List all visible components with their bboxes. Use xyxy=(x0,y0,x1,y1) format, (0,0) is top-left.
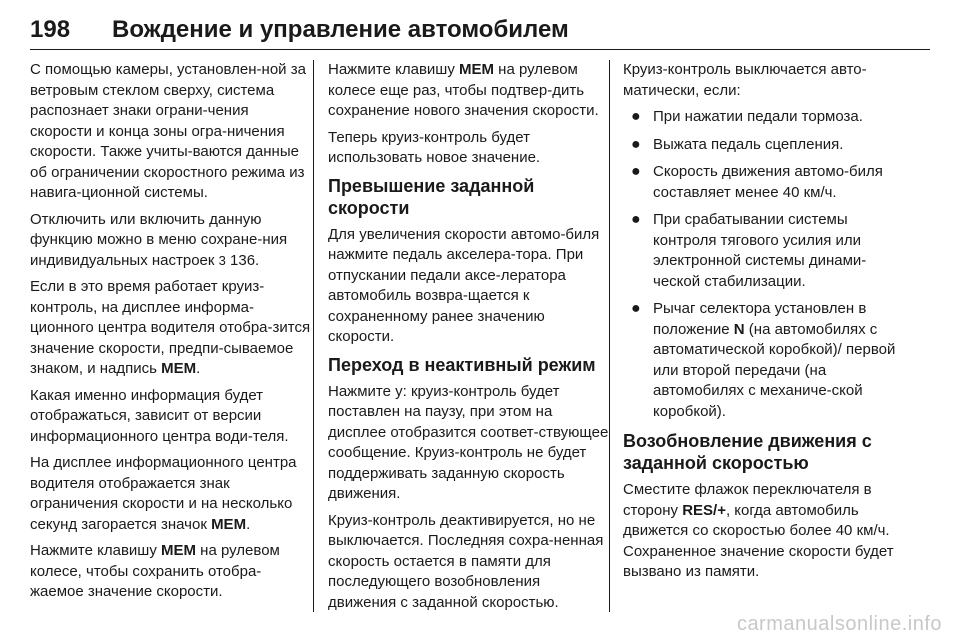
paragraph: Отключить или включить данную функцию можно в меню сохране-ния индивидуальных настроек 3 136. xyxy=(30,210,288,269)
page-title: Вождение и управление автомобилем xyxy=(112,16,569,43)
mem-label: MEM xyxy=(211,515,247,533)
bullet-icon: ● xyxy=(631,135,641,153)
paragraph: Теперь круиз-контроль будет использовать новое значение. xyxy=(328,128,541,166)
bullet-icon: ● xyxy=(631,211,641,228)
watermark: carmanualsonline.info xyxy=(736,613,942,635)
paragraph: Круиз-контроль деактивируется, но не выключается. Последняя сохра-ненная скорость остается в памяти для последующего возобновления движения с заданной скоростью. xyxy=(328,511,604,611)
column-divider xyxy=(313,60,314,612)
paragraph: Нажмите y: круиз-контроль будет поставлен на паузу, при этом на дисплее отобразится соответ-ствующее сообщение. Круиз-контроль не будет поддерживать заданную скорость движения. xyxy=(328,382,609,502)
column-divider xyxy=(609,60,610,612)
page-ref[interactable]: 136. xyxy=(225,251,260,269)
column-3 xyxy=(623,60,913,589)
paragraph: Нажмите клавишу MEM на рулевом колесе еще раз, чтобы подтвер-дить сохранение нового значения скорости. xyxy=(328,61,599,119)
list-item: ● При нажатии педали тормоза. xyxy=(623,107,913,128)
res-label: RES/+ xyxy=(682,501,726,519)
bullet-icon: ● xyxy=(631,163,641,180)
section-heading: Превышение заданной скорости xyxy=(328,175,535,218)
paragraph: Если в это время работает круиз-контроль, на дисплее информа-ционного центра водителя отобра-зится значение скорости, предпи-сываемое знаком, и надпись MEM. xyxy=(30,278,311,377)
paragraph: На дисплее информационного центра водителя отображается знак ограничения скорости и на несколько секунд загорается значок MEM. xyxy=(30,454,297,533)
section-heading: Переход в неактивный режим xyxy=(328,354,596,375)
page-ref-icon: 3 xyxy=(218,252,226,268)
condition-list xyxy=(623,107,913,422)
column-2 xyxy=(328,60,610,619)
paragraph: Сместите флажок переключателя в сторону RES/+, когда автомобиль движется со скоростью более 40 км/ч. Сохраненное значение скорости будет вызвано из памяти. xyxy=(623,481,894,580)
header-rule xyxy=(30,49,930,50)
gear-n-label: N xyxy=(733,320,745,338)
page-number: 198 xyxy=(30,16,71,43)
mem-label: MEM xyxy=(161,542,196,559)
paragraph: Круиз-контроль выключается авто-матически, если: xyxy=(623,61,867,99)
list-item: ● Рычаг селектора установлен в положение N (на автомобилях с автоматической коробкой)/ первой или второй передачи (на автомобилях с механиче-ской коробкой). xyxy=(631,300,896,420)
mem-label: MEM xyxy=(161,360,197,377)
list-item: ● При срабатывании системы контроля тягового усилия или электронной системы динами-ческой стабилизации. xyxy=(631,211,867,290)
page-header xyxy=(30,4,930,48)
paragraph: С помощью камеры, установлен-ной за ветровым стеклом сверху, система распознает знаки ограни-чения скорости и конца зоны огра-ничения скорости. Также учиты-ваются данные об ограничении скоростного режима из навига-ционной системы. xyxy=(30,61,306,201)
bullet-icon: ● xyxy=(631,108,641,125)
paragraph: Для увеличения скорости автомо-биля нажмите педаль акселера-тора. При отпускании педали аксе-лератора автомобиль возвра-щается к сохраненному ранее значению скорости. xyxy=(328,225,600,345)
mem-label: MEM xyxy=(459,61,494,78)
section-heading: Возобновление движения с заданной скоростью xyxy=(623,431,872,473)
bullet-icon: ● xyxy=(631,300,641,317)
cruise-pause-icon: y xyxy=(395,382,403,400)
column-1 xyxy=(30,60,312,609)
paragraph: Какая именно информация будет отображаться, зависит от версии информационного центра води-теля. xyxy=(30,386,289,445)
list-item: ● Выжата педаль сцепления. xyxy=(623,135,913,156)
list-item: ● Скорость движения автомо-биля составляет менее 40 км/ч. xyxy=(631,163,883,201)
paragraph: Нажмите клавишу MEM на рулевом колесе, чтобы сохранить отобра-жаемое значение скорости. xyxy=(30,542,280,600)
